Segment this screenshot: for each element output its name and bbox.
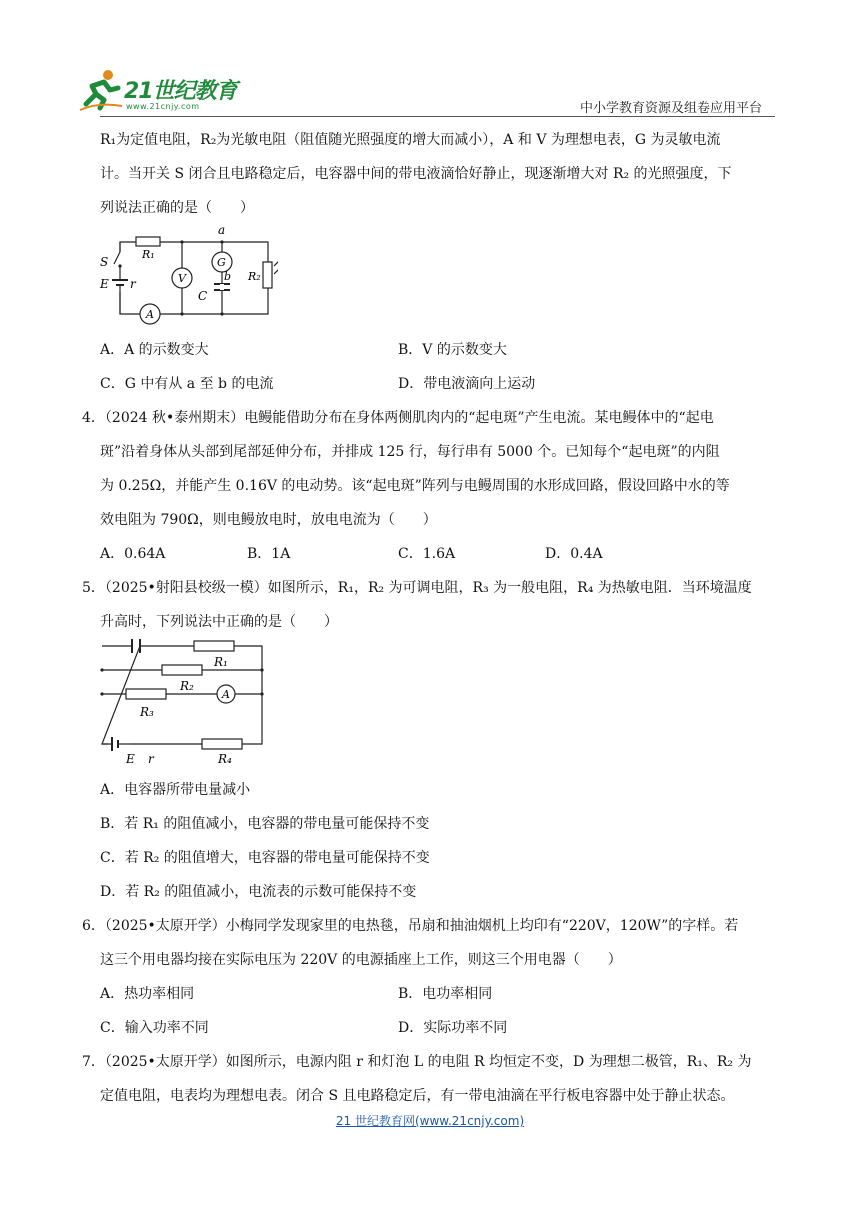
q5-label-e: E (126, 752, 135, 766)
runner-logo-icon (78, 66, 124, 112)
q3-line-2: 计。当开关 S 闭合且电路稳定后，电容器中间的带电液滴恰好静止，现逐渐增大对 R₂ 的光照强度，下 (100, 166, 732, 182)
q5-label-r3: R₃ (140, 705, 154, 719)
q3-option-b[interactable]: B．V 的示数变大 (398, 342, 507, 358)
q6-line-1: 6．（2025•太原开学）小梅同学发现家里的电热毯，吊扇和抽油烟机上均印有“220V，120W”的字样。若 (82, 918, 739, 934)
q5-option-a[interactable]: A．电容器所带电量减小 (100, 782, 251, 798)
q6-line-2: 这三个用电器均接在实际电压为 220V 的电源插座上工作，则这三个用电器（ ） (100, 952, 622, 968)
q5-circuit-diagram (96, 636, 268, 770)
q3-label-g: G (217, 256, 226, 269)
q6-option-d[interactable]: D．实际功率不同 (398, 1020, 508, 1036)
q3-label-v: V (178, 272, 186, 285)
q3-label-e: E (100, 277, 109, 291)
q7-line-2: 定值电阻，电表均为理想电表。闭合 S 且电路稳定后，有一带电油滴在平行板电容器中处于静止状态。 (100, 1088, 735, 1104)
q3-r1-label: R₁ (100, 132, 117, 148)
q5-option-d[interactable]: D．若 R₂ 的阻值减小，电流表的示数可能保持不变 (100, 884, 417, 900)
q3-label-a: a (218, 223, 226, 237)
q5-option-c[interactable]: C．若 R₂ 的阻值增大，电容器的带电量可能保持不变 (100, 850, 430, 866)
q6-option-b[interactable]: B．电功率相同 (398, 986, 493, 1002)
header-divider (100, 116, 775, 117)
q5-label-ammeter: A (222, 688, 230, 701)
q5-line-2: 升高时，下列说法中正确的是（ ） (100, 614, 338, 630)
q3-option-d[interactable]: D．带电液滴向上运动 (398, 376, 536, 392)
logo-text: 21世纪教育 (124, 79, 237, 104)
q3-line-3: 列说法正确的是（ ） (100, 200, 254, 216)
platform-title: 中小学教育资源及组卷应用平台 (580, 101, 763, 116)
q6-option-a[interactable]: A．热功率相同 (100, 986, 195, 1002)
q5-option-b[interactable]: B．若 R₁ 的阻值减小，电容器的带电量可能保持不变 (100, 816, 430, 832)
q6-option-c[interactable]: C．输入功率不同 (100, 1020, 209, 1036)
q4-line-1: 4．（2024 秋•泰州期末）电鳗能借助分布在身体两侧肌肉内的“起电斑”产生电流。某电鳗体中的“起电 (82, 410, 714, 426)
q4-line-2: 斑”沿着身体从头部到尾部延伸分布，并排成 125 行，每行串有 5000 个。已知每个“起电斑”的内阻 (100, 444, 720, 460)
q3-label-r: r (130, 277, 136, 291)
q7-line-1: 7．（2025•太原开学）如图所示，电源内阻 r 和灯泡 L 的电阻 R 均恒定不变，D 为理想二极管，R₁、R₂ 为 (82, 1054, 752, 1070)
q5-label-r2: R₂ (180, 679, 194, 693)
q3-line-1-text: 为定值电阻，R₂为光敏电阻（阻值随光照强度的增大而减小），A 和 V 为理想电表，G 为灵敏电流 (116, 132, 721, 148)
q3-line-1 (100, 130, 721, 150)
q3-circuit-diagram (98, 222, 278, 326)
q4-option-a[interactable]: A．0.64A (100, 546, 166, 562)
q3-label-ammeter: A (146, 308, 154, 321)
q3-option-c[interactable]: C．G 中有从 a 至 b 的电流 (100, 376, 274, 392)
q4-option-d[interactable]: D．0.4A (545, 546, 603, 562)
logo (78, 66, 258, 116)
q3-option-a[interactable]: A．A 的示数变大 (100, 342, 209, 358)
q4-line-3: 为 0.25Ω，并能产生 0.16V 的电动势。该“起电斑”阵列与电鳗周围的水形成回路，假设回路中水的等 (100, 478, 730, 494)
q5-label-r1: R₁ (214, 655, 228, 669)
q5-label-r: r (148, 752, 154, 766)
q3-label-s: S (100, 255, 109, 269)
q4-line-4: 效电阻为 790Ω，则电鳗放电时，放电电流为（ ） (100, 512, 437, 528)
q3-label-r2: R₂ (248, 270, 261, 283)
q5-line-1: 5．（2025•射阳县校级一模）如图所示，R₁，R₂ 为可调电阻，R₃ 为一般电阻，R₄ 为热敏电阻．当环境温度 (82, 580, 752, 596)
logo-subtext: www.21cnjy.com (126, 102, 200, 111)
q3-label-r1: R₁ (142, 248, 155, 261)
q3-label-c: C (198, 289, 208, 303)
q3-label-b: b (224, 270, 232, 283)
q4-option-c[interactable]: C．1.6A (398, 546, 456, 562)
footer-link[interactable]: 21 世纪教育网(www.21cnjy.com) (335, 1114, 525, 1128)
q4-option-b[interactable]: B．1A (247, 546, 291, 562)
q5-label-r4: R₄ (218, 752, 232, 766)
